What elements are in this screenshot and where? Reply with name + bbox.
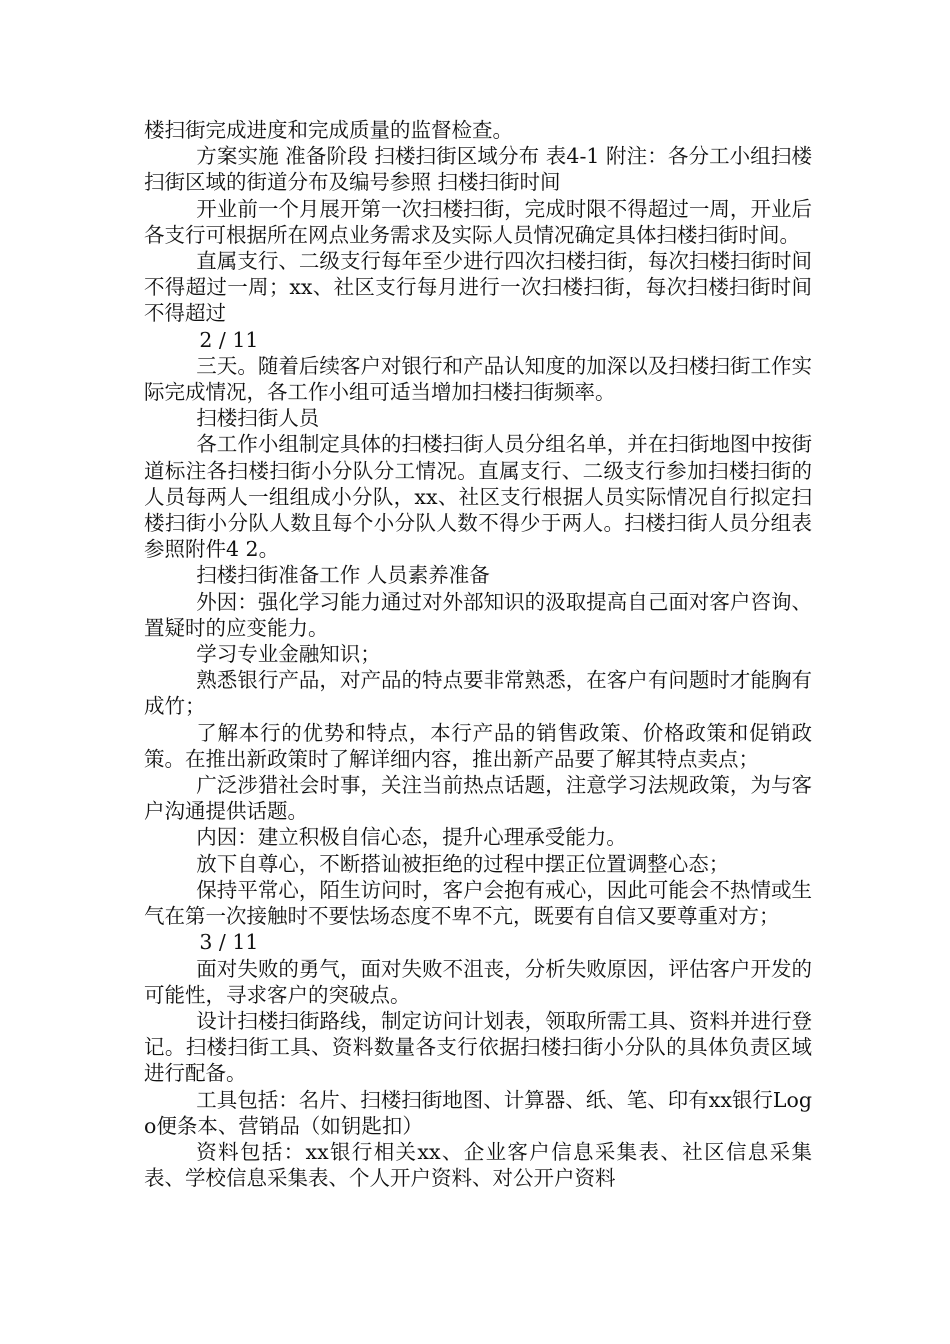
paragraph: 保持平常心，陌生访问时，客户会抱有戒心，因此可能会不热情或生气在第一次接触时不要怯场态度不卑不亢，既要有自信又要尊重对方； [144,877,812,929]
page-number: 3 / 11 [199,930,259,955]
paragraph: 放下自尊心，不断搭讪被拒绝的过程中摆正位置调整心态； [196,851,730,876]
paragraph: 资料包括：xx银行相关xx、企业客户信息采集表、社区信息采集表、学校信息采集表、个人开户资料、对公开户资料 [144,1139,812,1191]
document-body [144,117,812,1191]
paragraph: 设计扫楼扫街路线，制定访问计划表，领取所需工具、资料并进行登记。扫楼扫街工具、资料数量各支行依据扫楼扫街小分队的具体负责区域进行配备。 [144,1008,812,1086]
paragraph: 楼扫街完成进度和完成质量的监督检查。 [144,118,513,142]
paragraph: 三天。随着后续客户对银行和产品认知度的加深以及扫楼扫街工作实际完成情况，各工作小组可适当增加扫楼扫街频率。 [144,353,812,405]
section-heading: 扫楼扫街人员 [196,406,320,431]
paragraph: 直属支行、二级支行每年至少进行四次扫楼扫街，每次扫楼扫街时间不得超过一周；xx、社区支行每月进行一次扫楼扫街，每次扫楼扫街时间不得超过 [144,249,812,326]
section-heading: 扫楼扫街准备工作 人员素养准备 [196,563,490,588]
paragraph: 外因：强化学习能力通过对外部知识的汲取提高自己面对客户咨询、置疑时的应变能力。 [144,589,812,640]
paragraph: 内因：建立积极自信心态，提升心理承受能力。 [196,825,627,850]
page-number: 2 / 11 [199,327,259,352]
paragraph: 工具包括：名片、扫楼扫街地图、计算器、纸、笔、印有xx银行Logo便条本、营销品（如钥匙扣） [144,1087,812,1138]
paragraph: 开业前一个月展开第一次扫楼扫街，完成时限不得超过一周，开业后各支行可根据所在网点业务需求及实际人员情况确定具体扫楼扫街时间。 [144,196,812,247]
paragraph: 面对失败的勇气，面对失败不沮丧，分析失败原因，评估客户开发的可能性，寻求客户的突破点。 [144,956,812,1007]
paragraph: 各工作小组制定具体的扫楼扫街人员分组名单，并在扫街地图中按街道标注各扫楼扫街小分队分工情况。直属支行、二级支行参加扫楼扫街的人员每两人一组组成小分队，xx、社区支行根据人员实际情况自行拟定扫楼扫街小分队人数且每个小分队人数不得少于两人。扫楼扫街人员分组表参照附件4 2。 [144,432,812,562]
paragraph: 方案实施 准备阶段 扫楼扫街区域分布 表4-1 附注：各分工小组扫楼扫街区域的街道分布及编号参照 扫楼扫街时间 [144,144,812,195]
paragraph: 熟悉银行产品，对产品的特点要非常熟悉，在客户有问题时才能胸有成竹； [144,668,812,719]
paragraph: 学习专业金融知识； [196,642,381,667]
paragraph: 了解本行的优势和特点，本行产品的销售政策、价格政策和促销政策。在推出新政策时了解详细内容，推出新产品要了解其特点卖点； [144,720,812,771]
paragraph: 广泛涉猎社会时事，关注当前热点话题，注意学习法规政策，为与客户沟通提供话题。 [144,773,812,824]
